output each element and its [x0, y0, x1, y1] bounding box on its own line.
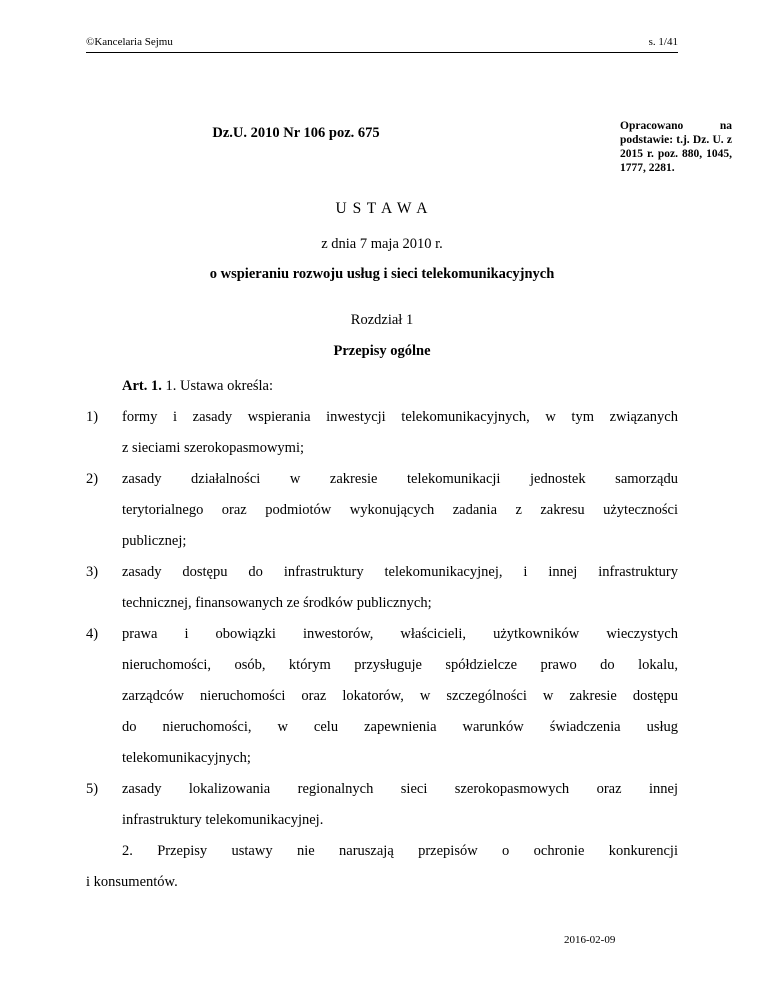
- list-item-line: zarządców nieruchomości oraz lokatorów, w szczególności w zakresie dostępu: [122, 688, 678, 704]
- document-date: 2016-02-09: [564, 934, 616, 946]
- list-item-line: formy i zasady wspierania inwestycji telekomunikacyjnych, w tym związanych: [122, 409, 678, 425]
- list-item-line: nieruchomości, osób, którym przysługuje spółdzielcze prawo do lokalu,: [122, 657, 678, 673]
- list-item-line: zasady działalności w zakresie telekomunikacji jednostek samorządu: [122, 471, 678, 487]
- list-item-line: zasady lokalizowania regionalnych sieci szerokopasmowych oraz innej: [122, 781, 678, 797]
- art1-heading: [122, 377, 273, 395]
- item-number: 2): [86, 471, 99, 487]
- list-item-line: telekomunikacyjnych;: [122, 750, 251, 766]
- journal-reference: Dz.U. 2010 Nr 106 poz. 675: [212, 125, 380, 141]
- header-page-number: s. 1/41: [648, 36, 678, 48]
- act-title: o wspieraniu rozwoju usług i sieci telekomunikacyjnych: [209, 266, 555, 282]
- list-item-line: infrastruktury telekomunikacyjnej.: [122, 812, 324, 828]
- header-source: ©Kancelaria Sejmu: [86, 36, 173, 48]
- header-rule: [86, 52, 678, 53]
- list-item-line: do nieruchomości, w celu zapewnienia warunków świadczenia usług: [122, 719, 678, 735]
- art1-para2-line: 2. Przepisy ustawy nie naruszają przepisów o ochronie konkurencji: [122, 843, 678, 859]
- chapter-label: Rozdział 1: [350, 312, 414, 328]
- item-number: 4): [86, 626, 99, 642]
- act-date: z dnia 7 maja 2010 r.: [321, 236, 443, 252]
- act-type: U S T A W A: [335, 200, 429, 217]
- chapter-title: Przepisy ogólne: [333, 343, 431, 359]
- list-item-line: publicznej;: [122, 533, 187, 549]
- art1-para2-line: i konsumentów.: [86, 874, 178, 890]
- list-item-line: z sieciami szerokopasmowymi;: [122, 440, 305, 456]
- item-number: 1): [86, 409, 99, 425]
- list-item-line: terytorialnego oraz podmiotów wykonujących zadania z zakresu użyteczności: [122, 502, 678, 518]
- item-number: 5): [86, 781, 99, 797]
- list-item-line: prawa i obowiązki inwestorów, właścicieli, użytkowników wieczystych: [122, 626, 678, 642]
- list-item-line: zasady dostępu do infrastruktury telekomunikacyjnej, i innej infrastruktury: [122, 564, 678, 580]
- source-note: Opracowano na podstawie: t.j. Dz. U. z 2015 r. poz. 880, 1045, 1777, 2281.: [620, 120, 732, 174]
- item-number: 3): [86, 564, 99, 580]
- art1-intro: 1. Ustawa określa:: [161, 378, 274, 394]
- art1-number: Art. 1.: [122, 378, 162, 394]
- list-item-line: technicznej, finansowanych ze środków publicznych;: [122, 595, 432, 611]
